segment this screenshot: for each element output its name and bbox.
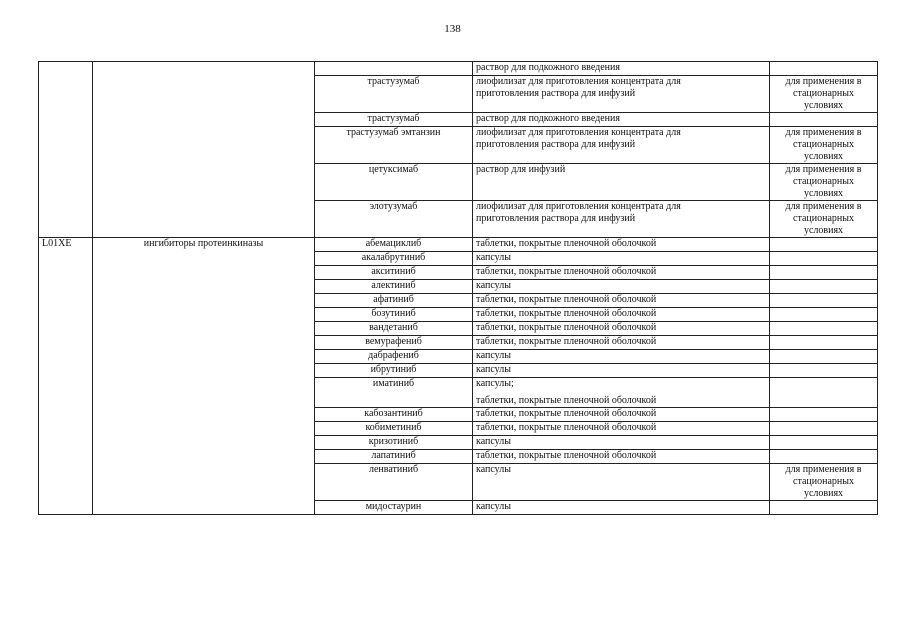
drug-name-cell: ибрутиниб (315, 364, 473, 378)
drug-name-cell: элотузумаб (315, 201, 473, 238)
dosage-form-cell (473, 501, 770, 515)
drug-name-cell: дабрафениб (315, 350, 473, 364)
dosage-form-line: раствор для инфузий (476, 164, 566, 175)
note-cell (770, 422, 878, 436)
note-cell (770, 280, 878, 294)
drug-name-cell: цетуксимаб (315, 164, 473, 201)
dosage-form-cell (473, 164, 770, 201)
drug-name-cell: акалабрутиниб (315, 252, 473, 266)
note-cell (770, 238, 878, 252)
drug-name-cell: трастузумаб (315, 113, 473, 127)
table-row (39, 62, 878, 76)
dosage-form-cell (473, 408, 770, 422)
dosage-form-line: приготовления раствора для инфузий (476, 88, 636, 99)
dosage-form-line: таблетки, покрытые пленочной оболочкой (476, 294, 657, 305)
dosage-form-line: таблетки, покрытые пленочной оболочкой (476, 308, 657, 319)
drug-name-cell: вандетаниб (315, 322, 473, 336)
note-cell (770, 408, 878, 422)
dosage-form-cell (473, 252, 770, 266)
note-line: условиях (803, 100, 844, 111)
note-cell (770, 164, 878, 201)
dosage-form-cell (473, 336, 770, 350)
dosage-form-line: приготовления раствора для инфузий (476, 213, 636, 224)
note-line: стационарных (793, 213, 854, 224)
drug-name-cell: абемациклиб (315, 238, 473, 252)
drug-name-cell: ленватиниб (315, 464, 473, 501)
note-cell (770, 252, 878, 266)
dosage-form-line: раствор для подкожного введения (476, 113, 620, 124)
note-cell (770, 62, 878, 76)
note-cell (770, 322, 878, 336)
dosage-form-line: капсулы (476, 364, 511, 375)
note-cell (770, 127, 878, 164)
drug-table (38, 61, 878, 515)
dosage-form-line: таблетки, покрытые пленочной оболочкой (476, 238, 657, 249)
drug-name-cell: трастузумаб (315, 76, 473, 113)
drug-name-cell: акситиниб (315, 266, 473, 280)
note-line: для применения в (785, 201, 862, 212)
note-line: для применения в (785, 76, 862, 87)
note-line: условиях (803, 488, 844, 499)
dosage-form-line: лиофилизат для приготовления концентрата для (476, 76, 681, 87)
dosage-form-line: таблетки, покрытые пленочной оболочкой (476, 266, 657, 277)
drug-name-cell: афатиниб (315, 294, 473, 308)
note-line: условиях (803, 225, 844, 236)
dosage-form-line: капсулы (476, 464, 511, 475)
page-number: 138 (444, 23, 461, 35)
note-cell (770, 294, 878, 308)
dosage-form-line: капсулы (476, 350, 511, 361)
dosage-form-cell (473, 280, 770, 294)
dosage-form-line: капсулы (476, 501, 511, 512)
dosage-form-line: приготовления раствора для инфузий (476, 139, 636, 150)
note-line: для применения в (785, 127, 862, 138)
dosage-form-cell (473, 76, 770, 113)
dosage-form-line: капсулы; (476, 378, 514, 389)
drug-name-cell: трастузумаб эмтанзин (315, 127, 473, 164)
note-cell (770, 364, 878, 378)
dosage-form-cell (473, 294, 770, 308)
note-line: стационарных (793, 476, 854, 487)
dosage-form-cell (473, 464, 770, 501)
note-cell (770, 436, 878, 450)
dosage-form-cell (473, 436, 770, 450)
dosage-form-cell (473, 350, 770, 364)
dosage-form-line: таблетки, покрытые пленочной оболочкой (476, 450, 657, 461)
note-cell (770, 378, 878, 408)
dosage-form-cell (473, 378, 770, 408)
note-line: стационарных (793, 176, 854, 187)
drug-name-cell: вемурафениб (315, 336, 473, 350)
drug-name-cell: кризотиниб (315, 436, 473, 450)
drug-name-cell: кобиметиниб (315, 422, 473, 436)
dosage-form-cell (473, 201, 770, 238)
dosage-form-cell (473, 266, 770, 280)
note-cell (770, 266, 878, 280)
dosage-form-line: лиофилизат для приготовления концентрата для (476, 127, 681, 138)
dosage-form-line: таблетки, покрытые пленочной оболочкой (476, 408, 657, 419)
dosage-form-line: лиофилизат для приготовления концентрата для (476, 201, 681, 212)
note-line: условиях (803, 151, 844, 162)
note-cell (770, 501, 878, 515)
dosage-form-cell (473, 127, 770, 164)
note-cell (770, 76, 878, 113)
note-cell (770, 350, 878, 364)
dosage-form-line: таблетки, покрытые пленочной оболочкой (476, 422, 657, 433)
dosage-form-line: таблетки, покрытые пленочной оболочкой (476, 322, 657, 333)
drug-name-cell (315, 62, 473, 76)
note-cell (770, 336, 878, 350)
group-name-cell: ингибиторы протеинкиназы (93, 238, 315, 515)
dosage-form-line: капсулы (476, 280, 511, 291)
drug-name-cell: мидостаурин (315, 501, 473, 515)
drug-name-cell: алектиниб (315, 280, 473, 294)
dosage-form-cell (473, 113, 770, 127)
dosage-form-cell (473, 62, 770, 76)
note-line: условиях (803, 188, 844, 199)
atc-code-cell: L01XE (39, 238, 93, 515)
atc-code-cell-empty (39, 62, 93, 238)
note-cell (770, 201, 878, 238)
dosage-form-cell (473, 308, 770, 322)
dosage-form-cell (473, 450, 770, 464)
dosage-form-cell (473, 364, 770, 378)
note-line: для применения в (785, 164, 862, 175)
dosage-form-line: капсулы (476, 252, 511, 263)
note-cell (770, 450, 878, 464)
dosage-form-line: раствор для подкожного введения (476, 62, 620, 73)
note-cell (770, 464, 878, 501)
note-cell (770, 308, 878, 322)
note-line: стационарных (793, 139, 854, 150)
dosage-form-line: таблетки, покрытые пленочной оболочкой (476, 395, 657, 406)
drug-name-cell: бозутиниб (315, 308, 473, 322)
note-cell (770, 113, 878, 127)
dosage-form-line: таблетки, покрытые пленочной оболочкой (476, 336, 657, 347)
drug-name-cell: иматиниб (315, 378, 473, 408)
note-line: стационарных (793, 88, 854, 99)
drug-name-cell: лапатиниб (315, 450, 473, 464)
group-name-cell-empty (93, 62, 315, 238)
note-line: для применения в (785, 464, 862, 475)
dosage-form-cell (473, 422, 770, 436)
dosage-form-line: капсулы (476, 436, 511, 447)
dosage-form-cell (473, 322, 770, 336)
dosage-form-cell (473, 238, 770, 252)
table-row (39, 238, 878, 252)
drug-name-cell: кабозантиниб (315, 408, 473, 422)
